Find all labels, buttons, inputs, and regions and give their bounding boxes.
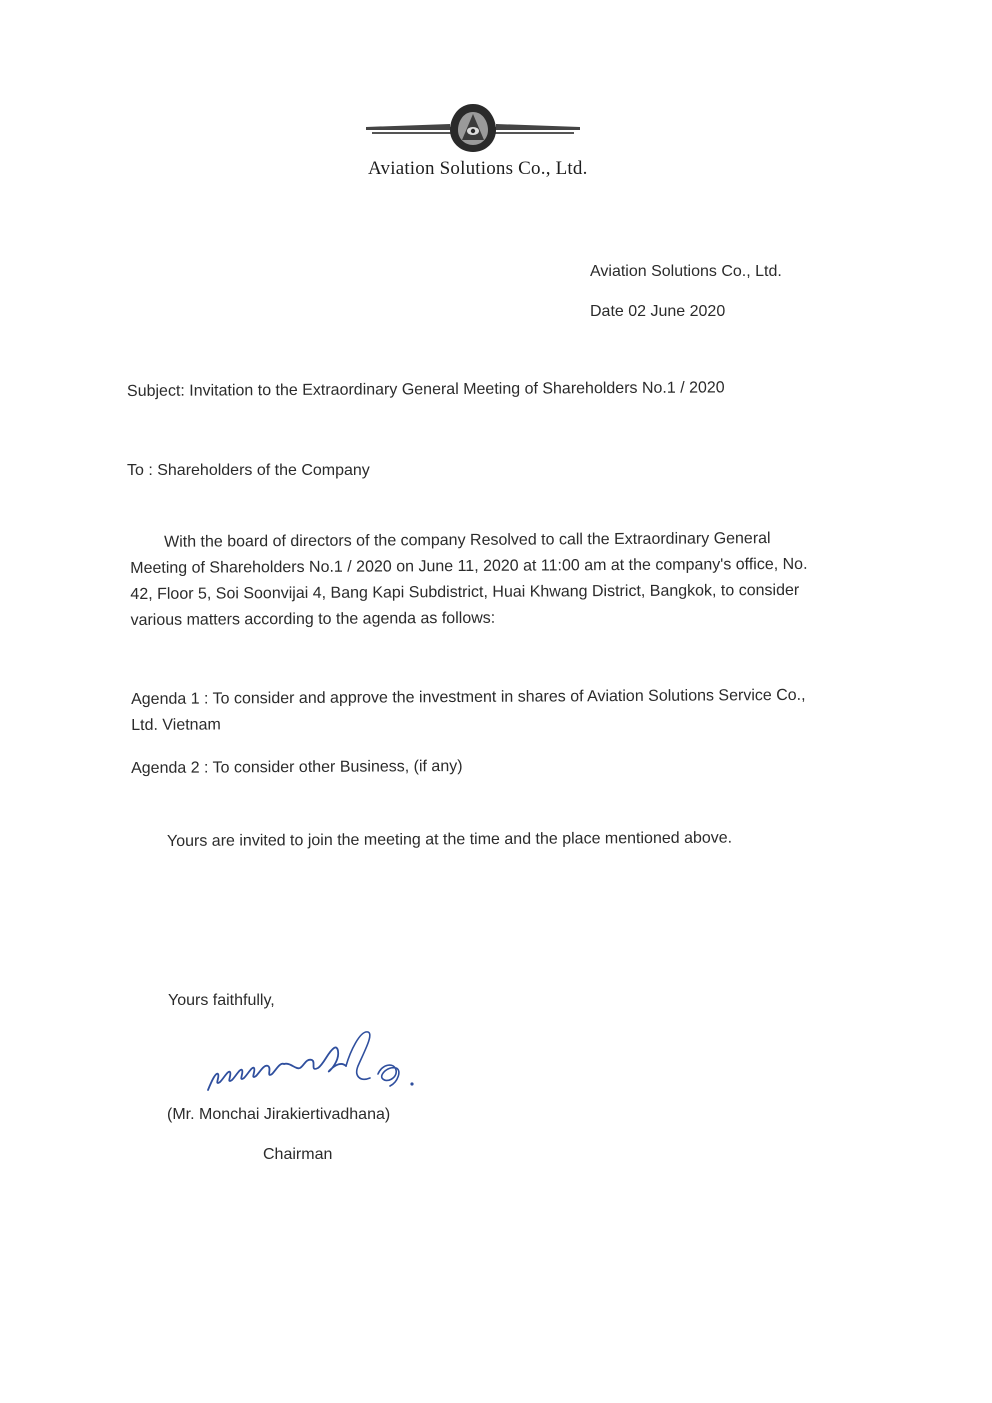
letter-date: Date 02 June 2020	[590, 303, 726, 320]
closing-sentence: Yours are invited to join the meeting at the time and the place mentioned above.	[166, 829, 733, 850]
agenda-item-1	[131, 682, 891, 739]
letter-recipient: To : Shareholders of the Company	[127, 462, 370, 479]
body-paragraph	[130, 525, 891, 634]
signature-icon	[200, 1022, 430, 1102]
signer-title: Chairman	[263, 1146, 333, 1163]
agenda-item-2	[131, 754, 463, 782]
salutation: Yours faithfully,	[168, 992, 275, 1009]
agenda-line: Agenda 2 : To consider other Business, (if any)	[131, 757, 463, 777]
agenda-line: Ltd. Vietnam	[131, 716, 221, 734]
body-line: Meeting of Shareholders No.1 / 2020 on June 11, 2020 at 11:00 am at the company's office, No.	[130, 555, 808, 577]
logo-wordmark: Aviation Solutions Co., Ltd.	[368, 158, 588, 179]
body-line: 42, Floor 5, Soi Soonvijai 4, Bang Kapi Subdistrict, Huai Khwang District, Bangkok, to consider	[130, 581, 800, 603]
company-logo	[362, 100, 588, 188]
signer-name: (Mr. Monchai Jirakiertivadhana)	[167, 1106, 391, 1123]
handwritten-signature	[200, 1022, 430, 1102]
sender-company: Aviation Solutions Co., Ltd.	[590, 263, 782, 280]
body-line: With the board of directors of the company Resolved to call the Extraordinary General	[164, 530, 771, 551]
letter-subject: Subject: Invitation to the Extraordinary General Meeting of Shareholders No.1 / 2020	[126, 379, 725, 400]
winged-emblem-icon	[362, 100, 584, 160]
body-line: various matters according to the agenda as follows:	[130, 609, 496, 629]
agenda-line: Agenda 1 : To consider and approve the investment in shares of Aviation Solutions Service Co.,	[131, 686, 806, 708]
